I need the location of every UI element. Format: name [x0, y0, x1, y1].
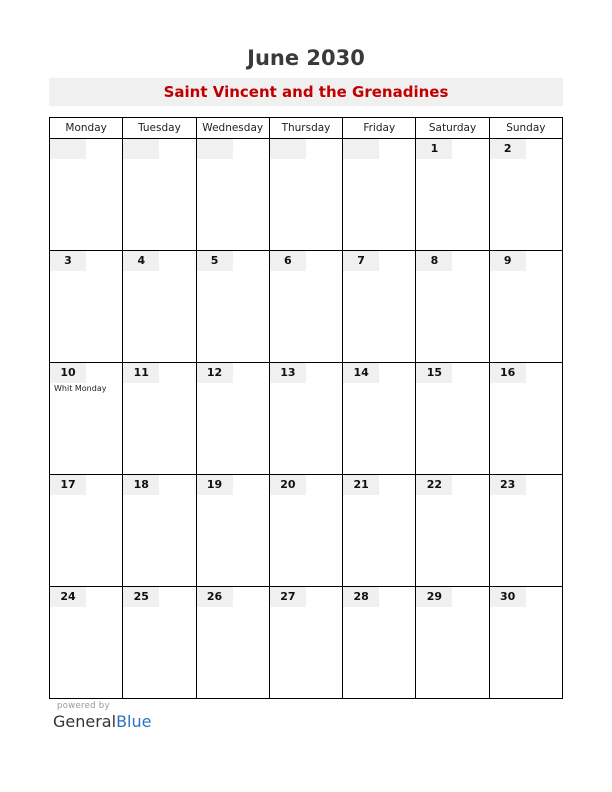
day-cell: [489, 587, 562, 699]
week-row: [50, 251, 563, 363]
calendar-grid: [49, 117, 563, 699]
day-number: 29: [416, 587, 452, 607]
day-cell: [123, 363, 196, 475]
day-cell: [269, 475, 342, 587]
day-cell: [50, 475, 123, 587]
calendar-title: June 2030: [247, 46, 365, 70]
day-number: [197, 139, 233, 159]
powered-by-text: powered by: [57, 701, 110, 711]
week-row: [50, 363, 563, 475]
day-cell: [196, 251, 269, 363]
day-number: 1: [416, 139, 452, 159]
day-number: 17: [50, 475, 86, 495]
day-number: 2: [490, 139, 526, 159]
day-number: [50, 139, 86, 159]
day-number: 24: [50, 587, 86, 607]
week-row: [50, 475, 563, 587]
day-cell: [269, 251, 342, 363]
day-number: 10: [50, 363, 86, 383]
day-cell: [416, 139, 489, 251]
day-cell: [50, 251, 123, 363]
day-cell: [50, 363, 123, 475]
day-number: [123, 139, 159, 159]
day-number: 8: [416, 251, 452, 271]
day-cell: [416, 475, 489, 587]
day-cell: [196, 363, 269, 475]
weekday-header: Friday: [343, 118, 416, 139]
brand-name-blue: Blue: [116, 712, 152, 731]
brand-name-general: General: [53, 712, 117, 731]
day-cell: [196, 587, 269, 699]
weekday-header: Tuesday: [123, 118, 196, 139]
weekday-header: Wednesday: [196, 118, 269, 139]
day-number: 23: [490, 475, 526, 495]
day-cell: [50, 139, 123, 251]
day-cell: [343, 363, 416, 475]
day-number: 19: [197, 475, 233, 495]
day-cell: [343, 251, 416, 363]
day-number: 15: [416, 363, 452, 383]
day-number: 12: [197, 363, 233, 383]
day-cell: [196, 475, 269, 587]
day-cell: [123, 139, 196, 251]
day-number: 7: [343, 251, 379, 271]
day-number: 26: [197, 587, 233, 607]
weekday-header-row: [50, 118, 563, 139]
day-cell: [123, 475, 196, 587]
day-cell: [416, 363, 489, 475]
weekday-header: Saturday: [416, 118, 489, 139]
day-cell: [489, 475, 562, 587]
day-number: 16: [490, 363, 526, 383]
day-cell: [416, 587, 489, 699]
day-number: 6: [270, 251, 306, 271]
day-cell: [489, 139, 562, 251]
day-number: 25: [123, 587, 159, 607]
holiday-label: Whit Monday: [54, 384, 107, 393]
day-number: 27: [270, 587, 306, 607]
day-number: 21: [343, 475, 379, 495]
day-cell: [123, 251, 196, 363]
day-number: 30: [490, 587, 526, 607]
day-cell: [343, 139, 416, 251]
day-number: [270, 139, 306, 159]
day-cell: [343, 587, 416, 699]
day-cell: [269, 139, 342, 251]
weekday-header: Sunday: [489, 118, 562, 139]
day-number: 18: [123, 475, 159, 495]
day-number: 13: [270, 363, 306, 383]
day-number: 14: [343, 363, 379, 383]
weekday-header: Monday: [50, 118, 123, 139]
week-row: [50, 587, 563, 699]
day-number: 3: [50, 251, 86, 271]
day-cell: [123, 587, 196, 699]
day-cell: [50, 587, 123, 699]
week-row: [50, 139, 563, 251]
day-number: 11: [123, 363, 159, 383]
day-number: 20: [270, 475, 306, 495]
day-number: 5: [197, 251, 233, 271]
day-number: 4: [123, 251, 159, 271]
day-number: 28: [343, 587, 379, 607]
day-number: [343, 139, 379, 159]
day-cell: [196, 139, 269, 251]
day-cell: [269, 587, 342, 699]
day-number: 22: [416, 475, 452, 495]
day-number: 9: [490, 251, 526, 271]
brand-logo[interactable]: [53, 712, 151, 731]
day-cell: [343, 475, 416, 587]
day-cell: [269, 363, 342, 475]
day-cell: [489, 251, 562, 363]
country-name: Saint Vincent and the Grenadines: [49, 78, 563, 106]
weekday-header: Thursday: [269, 118, 342, 139]
day-cell: [489, 363, 562, 475]
day-cell: [416, 251, 489, 363]
